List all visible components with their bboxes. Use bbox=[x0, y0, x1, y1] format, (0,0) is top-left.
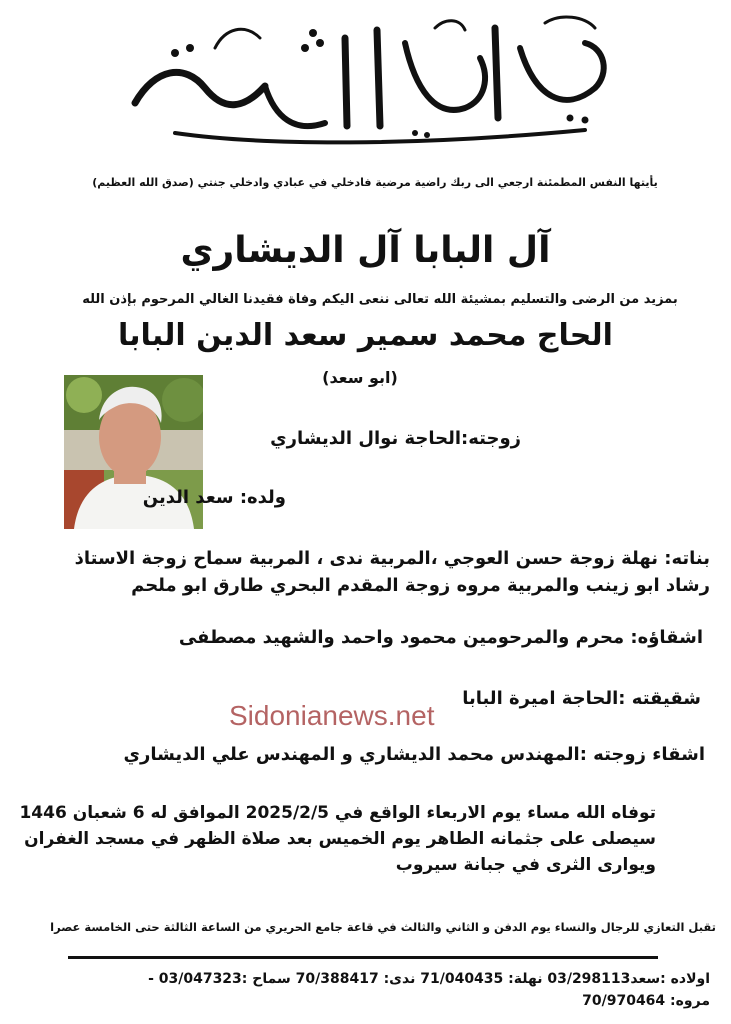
family-name-title: آل البابا آل الديشاري bbox=[180, 230, 551, 271]
condolences-info: تقبل التعازي للرجال والنساء يوم الدفن و الثاني والثالث في قاعة جامع الحريري من الساعة الثالثة حتى الخامسة عصرا bbox=[50, 920, 716, 934]
brothers-names: اشقاؤه: محرم والمرحومين محمود واحمد والشهيد مصطفى bbox=[178, 627, 703, 648]
site-watermark: Sidonianews.net bbox=[229, 700, 435, 731]
deceased-nickname: (ابو سعد) bbox=[322, 368, 398, 387]
burial-line: ويوارى الثرى في جبانة سيروب bbox=[395, 855, 656, 875]
calligraphy-header bbox=[115, 8, 620, 148]
daughters-block bbox=[36, 545, 710, 599]
deceased-name: الحاج محمد سمير سعد الدين البابا bbox=[118, 318, 613, 353]
contacts-line-1: اولاده :سعد03/298113 نهلة: 71/040435 ندى: 70/388417 سماح :03/047323 - bbox=[148, 971, 710, 987]
death-date-line: توفاه الله مساء يوم الاربعاء الواقع في 2025/2/5 الموافق له 6 شعبان 1446 bbox=[19, 803, 656, 823]
daughters-line-1: بناته: نهلة زوجة حسن العوجي ،المربية ندى ، المربية سماح زوجة الاستاذ bbox=[74, 548, 710, 569]
announcement-intro: بمزيد من الرضى والتسليم بمشيئة الله تعالى ننعى اليكم وفاة فقيدنا الغالي المرحوم بإذن الله bbox=[82, 292, 678, 307]
children-contacts bbox=[30, 968, 710, 1012]
contacts-line-2: مروه: 70/970464 bbox=[582, 993, 710, 1009]
daughters-line-2: رشاد ابو زينب والمربية مروه زوجة المقدم البحري طارق ابو ملحم bbox=[131, 575, 710, 596]
wife-brothers-names: اشقاء زوجته :المهندس محمد الديشاري و المهندس علي الديشاري bbox=[123, 744, 705, 765]
quran-verse: يأيتها النفس المطمئنة ارجعي الى ربك راضية مرضية فادخلي في عبادي وادخلي جنتي (صدق الله العظيم) bbox=[92, 176, 658, 189]
wife-name: زوجته:الحاجة نوال الديشاري bbox=[270, 428, 521, 449]
son-name: ولده: سعد الدين bbox=[142, 487, 286, 508]
divider-line bbox=[68, 956, 658, 959]
sister-name: شقيقته :الحاجة اميرة البابا bbox=[462, 688, 701, 709]
funeral-prayer-line: سيصلى على جثمانه الطاهر يوم الخميس بعد صلاة الظهر في مسجد الغفران bbox=[24, 829, 656, 849]
death-funeral-info bbox=[19, 800, 656, 878]
